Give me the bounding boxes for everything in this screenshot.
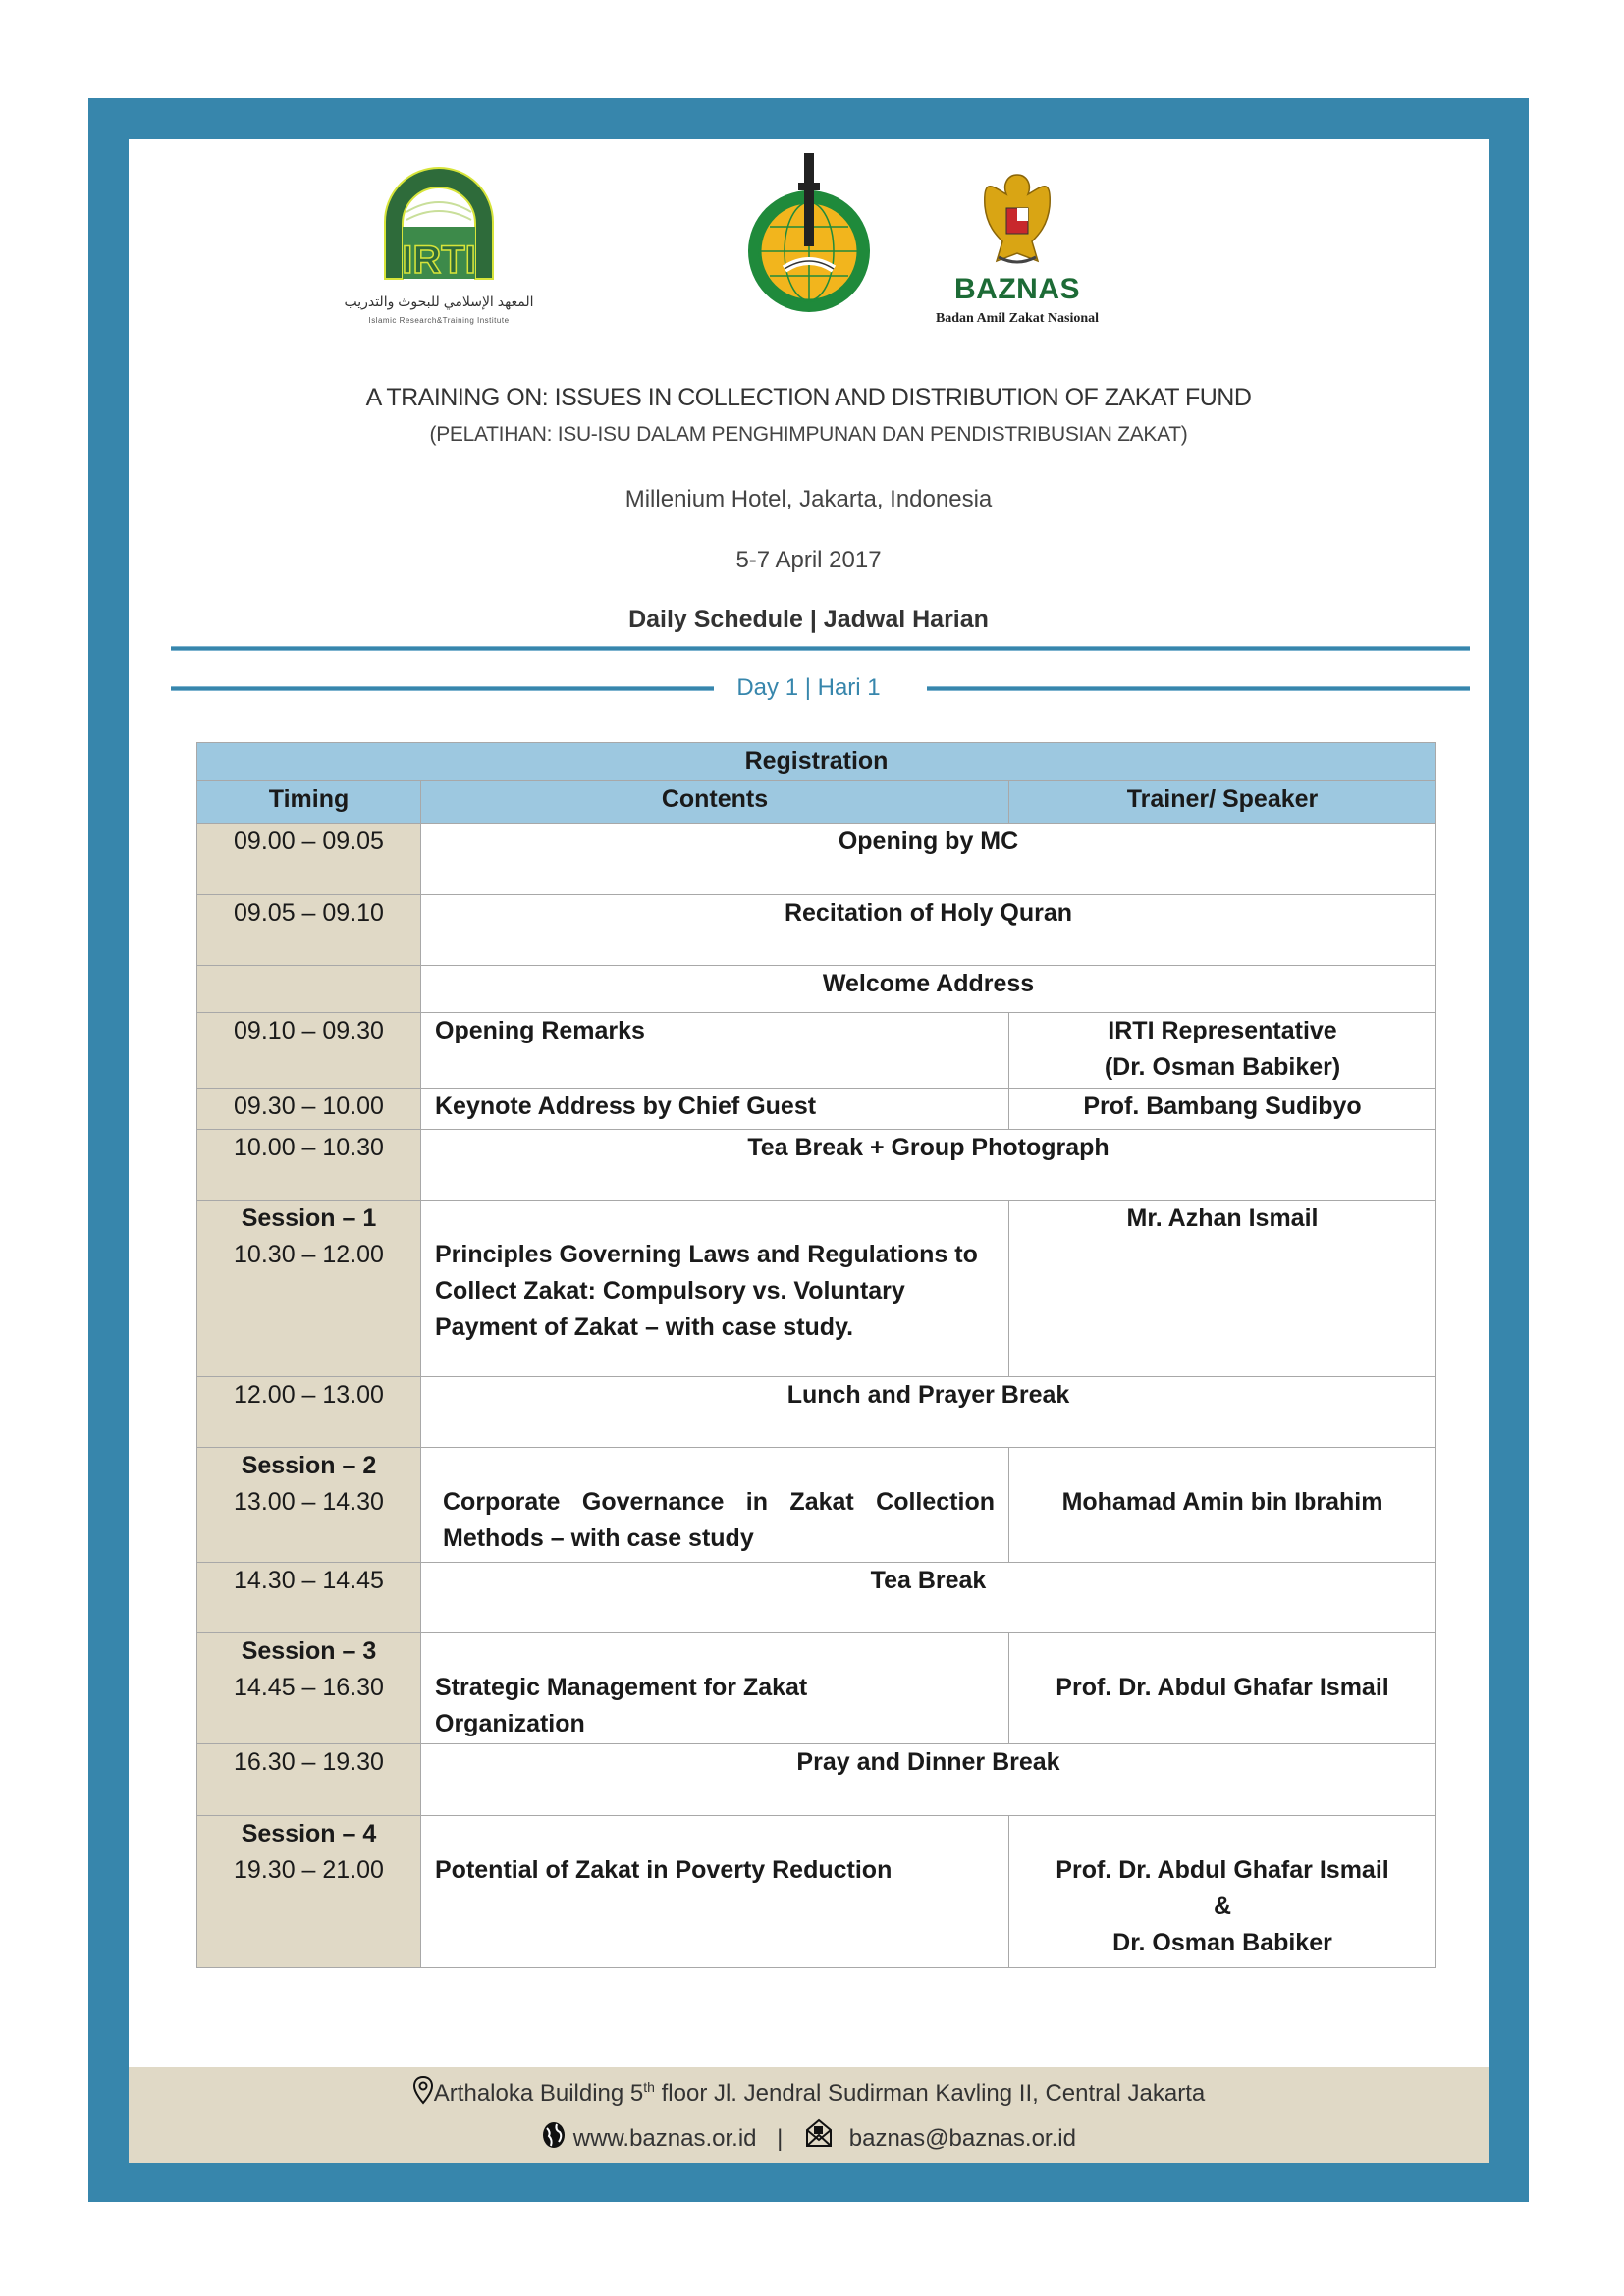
row-speaker-cell [1009,1633,1436,1744]
schedule-table [196,742,1436,1968]
row-time: 09.05 – 09.10 [197,895,421,966]
column-header-timing: Timing [197,781,421,824]
speaker-name-secondary: (Dr. Osman Babiker) [1104,1053,1341,1081]
address-text-rest: floor Jl. Jendral Sudirman Kavling II, Central Jakarta [654,2080,1206,2107]
table-row [197,1089,1436,1130]
registration-row [197,743,1436,781]
session-label: Session – 4 [241,1820,377,1847]
row-content-cell [421,1201,1009,1377]
globe-icon [541,2120,567,2161]
speaker-name: IRTI Representative [1108,1017,1337,1044]
row-time: 16.30 – 19.30 [197,1744,421,1816]
row-content-cell [421,1816,1009,1968]
table-row [197,1816,1436,1968]
row-content: Strategic Management for Zakat Organization [435,1674,808,1737]
row-time [197,966,421,1013]
irti-mark: IRTI [402,239,476,282]
row-time: 14.45 – 16.30 [234,1674,384,1701]
day-label: Day 1 | Hari 1 [736,674,881,701]
row-speaker: Prof. Bambang Sudibyo [1009,1089,1436,1130]
contact-separator: | [777,2125,784,2152]
row-content: Tea Break + Group Photograph [421,1130,1436,1201]
row-time: 13.00 – 14.30 [234,1488,384,1516]
session-label: Session – 3 [241,1637,377,1665]
speaker-join: & [1213,1893,1232,1920]
irti-emblem-icon [346,153,532,287]
website-link[interactable]: www.baznas.or.id [572,2125,757,2152]
row-speaker: Mohamad Amin bin Ibrahim [1061,1488,1383,1516]
table-row [197,966,1436,1013]
speaker-name-secondary: Dr. Osman Babiker [1112,1929,1332,1956]
row-time: 09.00 – 09.05 [197,824,421,895]
row-content: Corporate Governance in Zakat Collection Methods – with case study [443,1488,995,1552]
training-title: A TRAINING ON: ISSUES IN COLLECTION AND DISTRIBUTION OF ZAKAT FUND [365,384,1252,411]
logo-bar [129,139,1489,375]
row-content: Principles Governing Laws and Regulations to Collect Zakat: Compulsory vs. Voluntary Payment of Zakat – with case study. [435,1241,978,1341]
irti-caption: Islamic Research&Training Institute [368,316,510,325]
row-time: 14.30 – 14.45 [197,1563,421,1633]
row-speaker [1009,1013,1436,1089]
baznas-wordmark: BAZNAS [954,273,1080,305]
idb-logo [735,143,883,320]
row-speaker: Mr. Azhan Ismail [1009,1201,1436,1377]
table-row [197,1563,1436,1633]
row-content: Pray and Dinner Break [421,1744,1436,1816]
row-time-cell [197,1201,421,1377]
column-header-speaker: Trainer/ Speaker [1009,781,1436,824]
table-row [197,1744,1436,1816]
map-pin-icon [412,2075,434,2115]
row-speaker-cell [1009,1816,1436,1968]
row-content-cell [421,1448,1009,1563]
row-content-cell [421,1633,1009,1744]
schedule-heading: Daily Schedule | Jadwal Harian [628,606,989,633]
table-row [197,1448,1436,1563]
row-content: Opening by MC [421,824,1436,895]
event-dates: 5-7 April 2017 [735,547,882,573]
row-content: Opening Remarks [421,1013,1009,1089]
irti-logo [346,153,532,340]
training-subtitle: (PELATIHAN: ISU-ISU DALAM PENGHIMPUNAN DAN PENDISTRIBUSIAN ZAKAT) [429,423,1188,446]
row-content: Welcome Address [421,966,1436,1013]
footer-contact [129,2118,1489,2161]
garuda-emblem-icon [924,167,1110,271]
row-time: 10.30 – 12.00 [234,1241,384,1268]
page-frame [88,98,1529,2202]
table-header [197,781,1436,824]
row-content: Potential of Zakat in Poverty Reduction [435,1856,893,1884]
table-row [197,1130,1436,1201]
session-label: Session – 1 [241,1204,377,1232]
row-content: Recitation of Holy Quran [421,895,1436,966]
row-speaker-cell [1009,1448,1436,1563]
row-time-cell [197,1633,421,1744]
baznas-subtitle: Badan Amil Zakat Nasional [935,311,1100,326]
session-label: Session – 2 [241,1452,377,1479]
divider-line [171,646,1470,651]
irti-arabic-name: المعهد الإسلامي للبحوث والتدريب [344,294,534,309]
page-content [129,139,1489,2163]
row-content: Keynote Address by Chief Guest [421,1089,1009,1130]
row-time: 19.30 – 21.00 [234,1856,384,1884]
table-row [197,1013,1436,1089]
registration-banner: Registration [197,743,1436,781]
row-time: 09.10 – 09.30 [197,1013,421,1089]
baznas-logo [924,167,1110,344]
table-row [197,824,1436,895]
table-row [197,1201,1436,1377]
address-superscript: th [643,2079,655,2095]
row-time-cell [197,1816,421,1968]
row-time: 09.30 – 10.00 [197,1089,421,1130]
envelope-icon [803,2118,835,2161]
table-row [197,895,1436,966]
row-time-cell [197,1448,421,1563]
footer [129,2067,1489,2163]
row-content: Tea Break [421,1563,1436,1633]
row-speaker: Prof. Dr. Abdul Ghafar Ismail [1056,1674,1389,1701]
row-time: 12.00 – 13.00 [197,1377,421,1448]
row-speaker: Prof. Dr. Abdul Ghafar Ismail [1056,1856,1389,1884]
idb-emblem-icon [735,143,883,320]
footer-address [129,2075,1489,2115]
venue: Millenium Hotel, Jakarta, Indonesia [624,486,993,512]
table-row [197,1377,1436,1448]
address-text: Arthaloka Building 5 [433,2080,644,2107]
row-time: 10.00 – 10.30 [197,1130,421,1201]
email-link[interactable]: baznas@baznas.or.id [848,2125,1076,2152]
table-row [197,1633,1436,1744]
column-header-contents: Contents [421,781,1009,824]
row-content: Lunch and Prayer Break [421,1377,1436,1448]
